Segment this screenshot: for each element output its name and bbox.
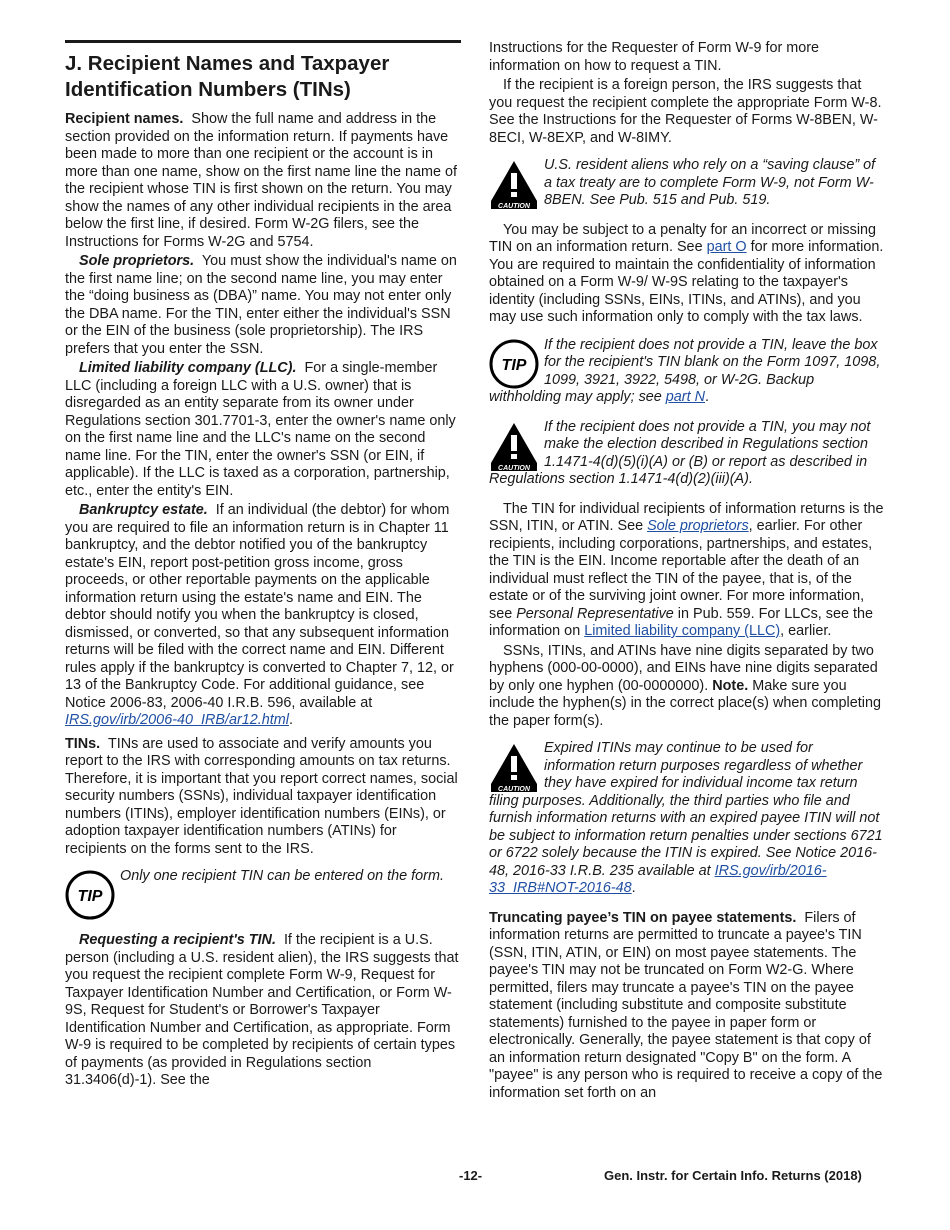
- tip-icon: [65, 870, 115, 920]
- caution-icon: [489, 159, 539, 209]
- link-irb-2016-33[interactable]: IRS.gov/irb/2016-33_IRB#NOT-2016-48: [489, 862, 827, 896]
- note-label: Note.: [712, 677, 749, 694]
- paragraph-text: Make sure you include the hyphen(s) in the correct place(s) when completing the paper form(s).: [489, 677, 881, 729]
- paragraph-penalty: [489, 222, 885, 327]
- paragraph-bankruptcy-estate: [65, 502, 461, 730]
- paragraph-recipient-names: [65, 111, 461, 251]
- link-irb-2006-40[interactable]: IRS.gov/irb/2006-40_IRB/ar12.html: [65, 712, 289, 728]
- caution-note: [489, 419, 885, 489]
- paragraph-text: , earlier.: [780, 623, 832, 639]
- paragraph-requesting-tin: [65, 932, 461, 1090]
- tip-note: [65, 868, 461, 920]
- footer-title: Gen. Instr. for Certain Info. Returns (2018): [604, 1168, 862, 1183]
- link-part-n[interactable]: part N: [665, 389, 705, 405]
- paragraph-sole-proprietors: [65, 253, 461, 358]
- tip-icon: [489, 339, 539, 389]
- paragraph-individual-tin: [489, 501, 885, 641]
- punctuation: .: [631, 880, 636, 896]
- run-in-heading: Requesting a recipient's TIN.: [79, 932, 276, 948]
- paragraph-truncating-tin: [489, 910, 885, 1103]
- paragraph-text: You may be subject to a penalty for an incorrect or missing TIN on an information return. See: [489, 221, 877, 255]
- link-sole-proprietors[interactable]: Sole proprietors: [647, 518, 749, 534]
- caution-text: If the recipient does not provide a TIN, you may not make the election described in Regulations section 1.1471-4(d)(5)(i)(A) or (B) or report as described in Regulations section 1.1471-4(d)(2)(iii)(A).: [489, 418, 871, 487]
- punctuation: .: [705, 389, 709, 405]
- caution-note: [489, 740, 885, 898]
- tip-note: [489, 337, 885, 407]
- run-in-heading: Bankruptcy estate.: [79, 502, 208, 518]
- caution-text: U.S. resident aliens who rely on a “saving clause” of a tax treaty are to complete Form W-9, not Form W-8BEN. See Pub. 515 and Pub. 519.: [544, 157, 876, 208]
- caution-text: Expired ITINs may continue to be used for information return purposes regardless of whether they have expired for individual income tax return filing purposes. Additionally, the third parties who file and furnish information returns with an expired payee ITIN will not be subject to information return penalties under sections 6721 or 6722 solely because the ITIN is expired. See Notice 2016-48, 2016-33 I.R.B. 235 available at: [489, 740, 883, 879]
- italic-reference: Personal Representative: [516, 605, 674, 622]
- tip-text: If the recipient does not provide a TIN, leave the box for the recipient's TIN blank on the Form 1097, 1098, 1099, 3921, 3922, 5498, or W-2G. Backup withholding may apply; see: [489, 336, 881, 405]
- svg-text:CAUTION: CAUTION: [498, 786, 530, 792]
- paragraph-text: SSNs, ITINs, and ATINs have nine digits separated by two hyphens (000-00-0000), and EINs have nine digits separated by only one hyphen (00-0000000).: [489, 642, 878, 694]
- svg-text:TIP: TIP: [77, 888, 103, 905]
- run-in-heading: TINs.: [65, 735, 101, 752]
- paragraph-text: If the recipient is a U.S. person (including a U.S. resident alien), the IRS suggests that you request the recipient complete Form W-9, Request for Taxpayer Identification Number and Certification, or Form W-9S, Request for Student's or Borrower's Taxpayer Identification Number and Certification, as appropriate. Form W-9 is required to be completed by recipients of certain types of payments (as provided in Regulations section 31.3406(d)-1). See the: [65, 932, 459, 1088]
- caution-icon: [489, 421, 539, 471]
- paragraph-text: Filers of information returns are permitted to truncate a payee's TIN (SSN, ITIN, ATIN, or EIN) on most payee statements. The payee's TIN may not be truncated on Form W2-G. Where permitted, filers may truncate a payee's TIN on the payee statement (including substitute and composite substitute statements) furnished to the payee in paper form or electronically. Generally, the payee statement is that copy of an information return designated "Copy B" on the form. A "payee" is any person who is required to receive a copy of the information set forth on an: [489, 909, 883, 1101]
- run-in-heading: Limited liability company (LLC).: [79, 360, 297, 376]
- paragraph-text: If an individual (the debtor) for whom you are required to file an information return is in Chapter 11 bankruptcy, and the debtor notified you of the bankruptcy estate's EIN, report post-petition gross income, gross proceeds, or other reportable payments on the applicable information return using the estate's name and EIN. The debtor should notify you when the bankruptcy is closed, dismissed, or converted, so that any subsequent information returns will be filed with the correct name and EIN. Different rules apply if the bankruptcy is converted to Chapter 7, 12, or 13 of the Bankruptcy Code. For additional guidance, see Notice 2006-83, 2006-40 I.R.B. 596, available at: [65, 502, 454, 711]
- paragraph-text: for more information. You are required to maintain the confidentiality of information obtained on a Form W-9/ W-9S relating to the taxpayer's identity (including SSNs, EINs, ITINs, and ATINs), and you may use such information only to comply with the tax laws.: [489, 239, 884, 325]
- paragraph-w9-instructions: Instructions for the Requester of Form W-9 for more information on how to request a TIN.: [489, 40, 820, 74]
- run-in-heading: Sole proprietors.: [79, 253, 195, 269]
- paragraph-text: , earlier. For other recipients, including corporations, partnerships, and estates, the TIN is the EIN. Income reportable after the death of an individual must reflect the TIN of the payee, that is, of the estate or of the surviving joint owner. For more information, see: [489, 518, 873, 622]
- paragraph-llc: [65, 360, 461, 500]
- run-in-heading: Truncating payee’s TIN on payee statements.: [489, 909, 797, 926]
- paragraph-text: Show the full name and address in the section provided on the information return. If payments have been made to more than one recipient or the account is in more than one name, show on the first name line the name of the recipient whose TIN is first shown on the return. You may show the names of any other individual recipients in the area below the first line, if desired. Form W-2G filers, see the Instructions for Forms W-2G and 5754.: [65, 111, 457, 250]
- link-part-o[interactable]: part O: [706, 239, 747, 255]
- left-column: [65, 40, 461, 1092]
- caution-note: [489, 157, 885, 210]
- section-rule: [65, 40, 461, 43]
- section-heading: J. Recipient Names and Taxpayer Identification Numbers (TINs): [65, 52, 390, 101]
- paragraph-foreign-person: If the recipient is a foreign person, the IRS suggests that you request the recipient complete the appropriate Form W-8. See the Instructions for the Requester of Forms W-8BEN, W-8ECI, W-8EXP, and W-8IMY.: [489, 77, 882, 146]
- paragraph-text: The TIN for individual recipients of information returns is the SSN, ITIN, or ATIN. See: [489, 500, 884, 534]
- punctuation: .: [288, 712, 293, 728]
- svg-text:TIP: TIP: [501, 356, 527, 374]
- paragraph-text: You must show the individual's name on the first name line; on the second name line, you may enter the “doing business as (DBA)” name. You may not enter only the DBA name. For the TIN, enter either the individual's SSN or the EIN of the business (sole proprietorship). The IRS prefers that you enter the SSN.: [65, 253, 457, 357]
- tip-text: Only one recipient TIN can be entered on the form.: [120, 868, 444, 884]
- svg-text:CAUTION: CAUTION: [498, 464, 530, 471]
- link-llc[interactable]: Limited liability company (LLC): [584, 623, 781, 639]
- right-column: [489, 40, 885, 1104]
- caution-icon: [489, 742, 539, 792]
- run-in-heading: Recipient names.: [65, 111, 184, 127]
- paragraph-text: in Pub. 559. For LLCs, see the information on: [489, 605, 873, 639]
- svg-text:CAUTION: CAUTION: [498, 203, 530, 209]
- paragraph-digit-format: [489, 643, 885, 731]
- paragraph-tins: [65, 736, 461, 859]
- page-number: -12-: [459, 1168, 483, 1183]
- paragraph-text: For a single-member LLC (including a foreign LLC with a U.S. owner) that is disregarded as an entity separate from its owner under Regulations section 301.7701-3, enter the owner's name only on the first name line and the LLC's name on the second name line. For the TIN, enter the owner's SSN (or EIN, if applicable). If the LLC is taxed as a corporation, partnership, etc., enter the entity's EIN.: [65, 360, 456, 499]
- paragraph-text: TINs are used to associate and verify amounts you report to the IRS with corresponding amounts on tax returns. Therefore, it is important that you report correct names, social security numbers (SSNs), individual taxpayer identification numbers (ITINs), employer identification numbers (EINs), or adoption taxpayer identification numbers (ATINs) for recipients on the forms sent to the IRS.: [65, 735, 458, 857]
